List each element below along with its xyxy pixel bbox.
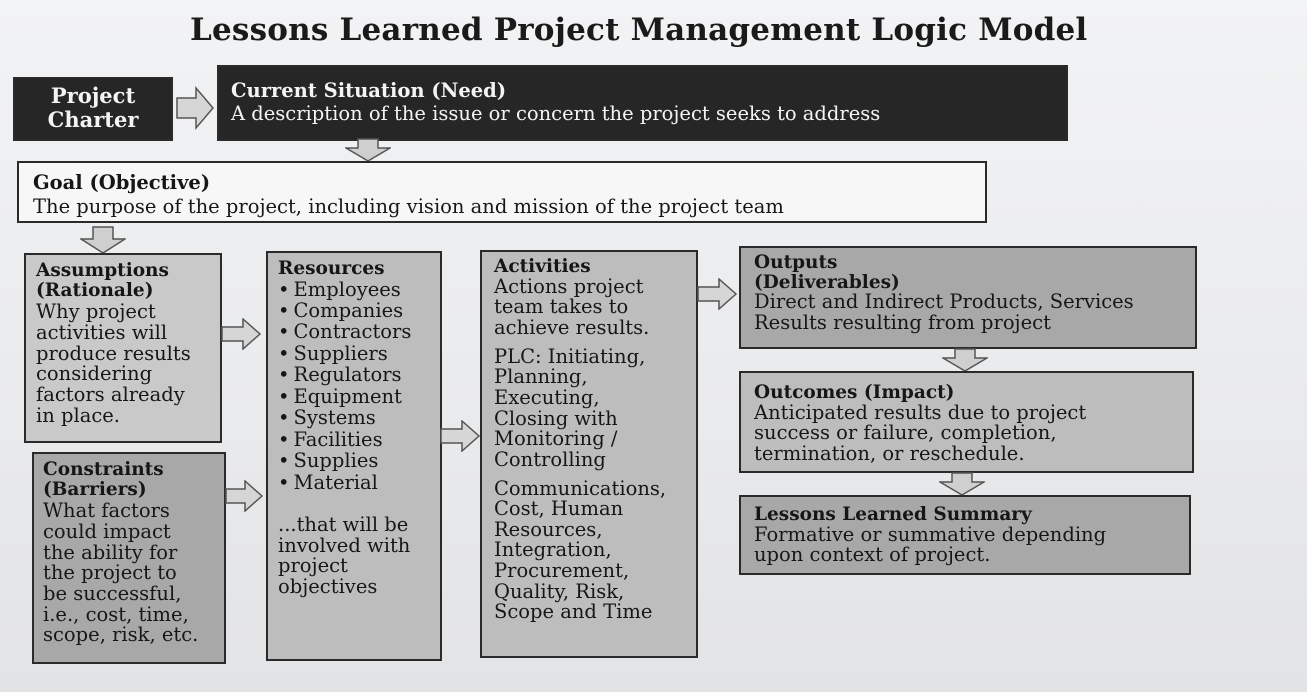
constraints-heading: Constraints (Barriers)	[43, 459, 164, 500]
list-item: • Contractors	[278, 321, 434, 342]
activities-plc: PLC: Initiating, Planning, Executing, Closing with Monitoring / Controlling	[494, 344, 646, 471]
assumptions-box	[24, 253, 222, 443]
resources-heading: Resources	[278, 258, 385, 279]
resources-box	[266, 251, 442, 661]
resources-footer: ...that will be involved with project objectives	[278, 512, 411, 598]
activities-text: Actions project team takes to achieve results.	[494, 274, 650, 339]
list-item: • Facilities	[278, 429, 434, 450]
assumptions-text: Why project activities will produce results considering factors already in place.	[36, 300, 191, 427]
project-charter-box	[13, 77, 173, 141]
current-situation-heading: Current Situation (Need)	[231, 79, 507, 102]
project-charter-label: Project Charter	[47, 83, 139, 133]
activities-box	[480, 250, 698, 658]
right-arrow-icon	[440, 420, 480, 452]
outcomes-heading: Outcomes (Impact)	[754, 382, 955, 403]
outputs-heading: Outputs (Deliverables)	[754, 252, 900, 293]
outputs-box	[739, 246, 1197, 349]
lessons-learned-text: Formative or summative depending upon context of project.	[754, 522, 1107, 567]
list-item: • Employees	[278, 279, 434, 300]
outcomes-box	[739, 371, 1194, 473]
right-arrow-icon	[697, 278, 737, 310]
right-arrow-icon	[176, 86, 214, 130]
down-arrow-icon	[345, 138, 391, 162]
list-item: • Suppliers	[278, 343, 434, 364]
down-arrow-icon	[942, 348, 988, 372]
list-item: • Systems	[278, 407, 434, 428]
constraints-box	[32, 452, 226, 664]
current-situation-box	[217, 65, 1068, 141]
down-arrow-icon	[80, 226, 126, 254]
list-item: • Material	[278, 472, 434, 493]
right-arrow-icon	[225, 480, 263, 512]
current-situation-text: A description of the issue or concern the project seeks to address	[231, 101, 881, 125]
outcomes-text: Anticipated results due to project success or failure, completion, termination, or reschedule.	[754, 400, 1087, 465]
goal-box	[17, 161, 987, 223]
list-item: • Companies	[278, 300, 434, 321]
activities-heading: Activities	[494, 256, 591, 277]
outputs-text: Direct and Indirect Products, Services Results resulting from project	[754, 290, 1134, 334]
down-arrow-icon	[939, 472, 985, 496]
resources-list	[278, 279, 434, 493]
goal-text: The purpose of the project, including vision and mission of the project team	[33, 194, 784, 218]
lessons-learned-heading: Lessons Learned Summary	[754, 504, 1032, 525]
list-item: • Regulators	[278, 364, 434, 385]
diagram-title: Lessons Learned Project Management Logic Model	[190, 12, 1088, 48]
list-item: • Supplies	[278, 450, 434, 471]
constraints-text: What factors could impact the ability for the project to be successful, i.e., cost, time, scope, risk, etc.	[43, 499, 199, 647]
goal-heading: Goal (Objective)	[33, 171, 211, 194]
activities-areas: Communications, Cost, Human Resources, Integration, Procurement, Quality, Risk, Scope and Time	[494, 476, 667, 624]
right-arrow-icon	[221, 318, 261, 350]
list-item: • Equipment	[278, 386, 434, 407]
lessons-learned-box	[739, 495, 1191, 575]
assumptions-heading: Assumptions (Rationale)	[36, 260, 169, 301]
